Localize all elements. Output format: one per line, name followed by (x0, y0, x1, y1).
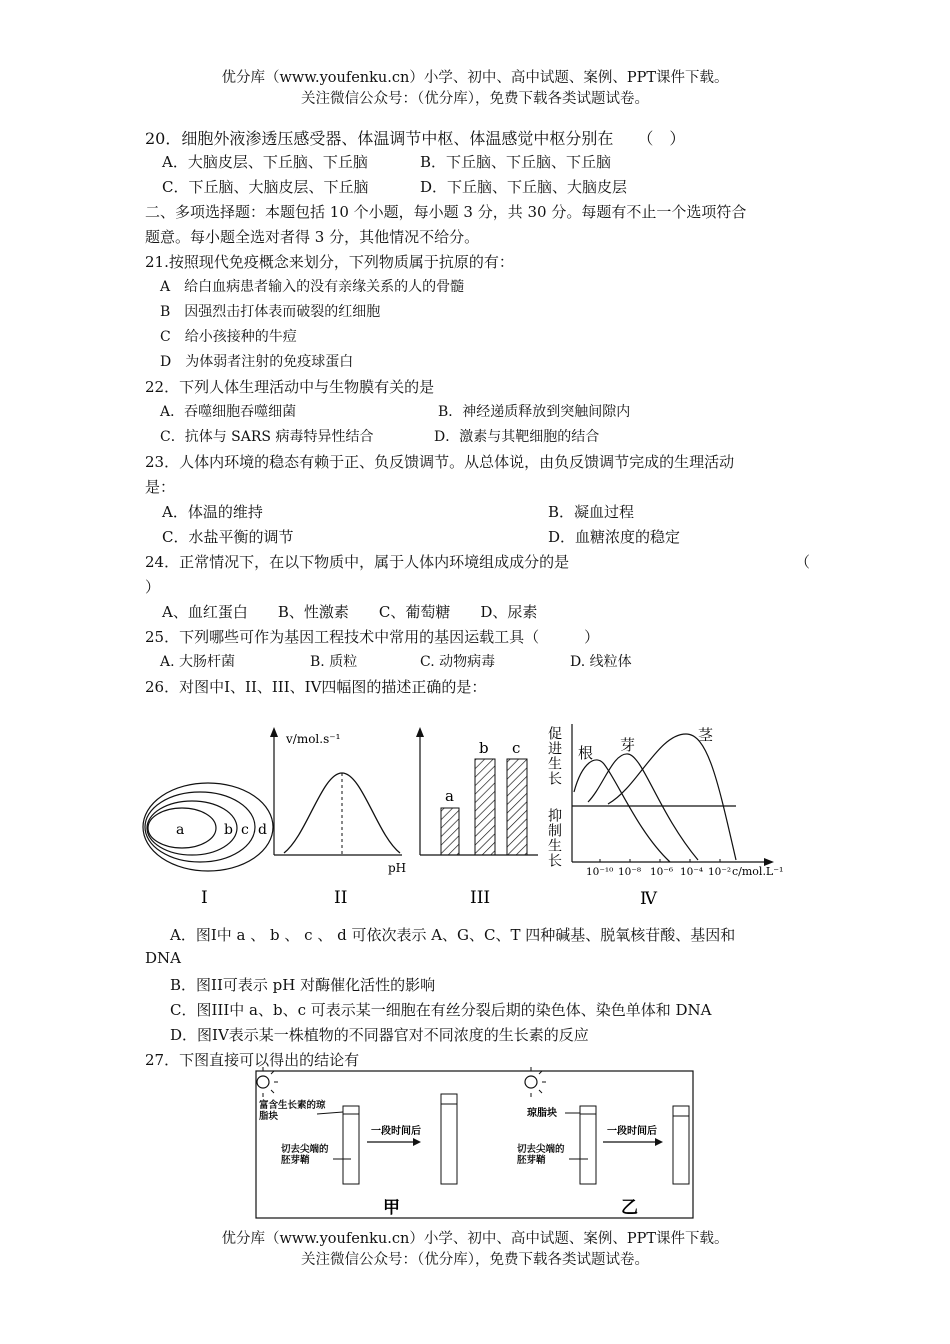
fig3-y-arrow (416, 727, 424, 737)
q27-yi-result-coleoptile (673, 1116, 689, 1184)
q20-stem: 20．细胞外液渗透压感受器、体温调节中枢、体温感觉中枢分别在 （ ） (145, 129, 686, 148)
q27-yi-block-label: 琼脂块 (527, 1108, 557, 1119)
fig4-tick-label-5: 10⁻² (708, 866, 732, 878)
fig2-caption: II (334, 888, 348, 908)
fig3-label-a: a (445, 787, 454, 805)
q27-figure (255, 1070, 695, 1220)
q20-option-b: B．下丘脑、下丘脑、下丘脑 (420, 153, 612, 171)
fig1-ellipse-d (143, 783, 273, 871)
q26-figure-2 (262, 725, 412, 910)
fig4-tick-label-4: 10⁻⁴ (680, 866, 704, 878)
q23-option-b: B．凝血过程 (548, 503, 635, 521)
fig4-caption: Ⅳ (640, 889, 657, 909)
q24-paren-open: （ (795, 553, 811, 571)
q27-yi-result-block (673, 1106, 689, 1116)
q25-option-a: A. 大肠杆菌 (160, 654, 236, 670)
q22-stem: 22．下列人体生理活动中与生物膜有关的是 (145, 378, 435, 396)
q21-stem: 21.按照现代免疫概念来划分，下列物质属于抗原的有： (145, 253, 514, 271)
q27-yi-seedling-label: 切去尖端的胚芽鞘 (517, 1144, 565, 1166)
header-line-1: 优分库（www.youfenku.cn）小学、初中、高中试题、案例、PPT课件下载。 (221, 70, 729, 86)
fig4-stem-label: 茎 (698, 726, 714, 744)
fig4-bud-label: 芽 (620, 736, 636, 754)
q20-option-c: C．下丘脑、大脑皮层、下丘脑 (162, 178, 369, 196)
q27-yi-label: 乙 (621, 1198, 638, 1218)
fig1-ellipse-c (145, 792, 255, 862)
fig2-ylabel: v/mol.s⁻¹ (286, 732, 341, 746)
q27-jia-result-coleoptile (441, 1104, 457, 1184)
fig1-label-b: b (224, 822, 233, 838)
footer-line-1: 优分库（www.youfenku.cn）小学、初中、高中试题、案例、PPT课件下载。 (221, 1231, 729, 1247)
q21-option-d: D 为体弱者注射的免疫球蛋白 (160, 354, 354, 370)
q20-option-a: A．大脑皮层、下丘脑、下丘脑 (162, 153, 368, 171)
q20-option-d: D．下丘脑、下丘脑、大脑皮层 (420, 178, 628, 196)
q27-stem: 27．下图直接可以得出的结论有 (145, 1051, 360, 1069)
q25-option-d: D. 线粒体 (570, 654, 632, 670)
q27-jia-seedling-label: 切去尖端的胚芽鞘 (281, 1144, 329, 1166)
q27-jia-arrow-label: 一段时间后 (371, 1126, 421, 1137)
q23-option-c: C．水盐平衡的调节 (162, 528, 294, 546)
q25-option-c: C. 动物病毒 (420, 654, 496, 670)
q26-figure-4 (548, 712, 788, 910)
q26-option-d: D．图IV表示某一株植物的不同器官对不同浓度的生长素的反应 (170, 1026, 589, 1044)
q26-option-b: B．图II可表示 pH 对酶催化活性的影响 (170, 976, 436, 994)
q24-paren-close: ） (145, 578, 161, 596)
fig4-tick-label-2: 10⁻⁸ (618, 866, 642, 878)
q21-option-b: B 因强烈击打体表而破裂的红细胞 (160, 304, 381, 320)
fig4-tick-label-1: 10⁻¹⁰ (586, 866, 614, 878)
q27-jia-label: 甲 (383, 1198, 400, 1218)
q23-option-a: A．体温的维持 (162, 503, 263, 521)
footer-line-2: 关注微信公众号：（优分库），免费下载各类试题试卷。 (301, 1252, 649, 1268)
q21-option-c: C 给小孩接种的牛痘 (160, 329, 297, 345)
fig3-label-b: b (479, 739, 489, 757)
q23-stem-line-1: 23．人体内环境的稳态有赖于正、负反馈调节。从总体说，由负反馈调节完成的生理活动 (145, 453, 735, 471)
fig3-bar-a (441, 808, 459, 855)
section2-line-2: 题意。每小题全选对者得 3 分，其他情况不给分。 (145, 228, 480, 246)
fig4-xlabel: c/mol.L⁻¹ (732, 865, 784, 878)
header-line-2: 关注微信公众号：（优分库），免费下载各类试题试卷。 (301, 91, 649, 107)
q27-yi-agar-block (580, 1106, 596, 1114)
q22-option-b: B．神经递质释放到突触间隙内 (438, 404, 631, 420)
q23-option-d: D．血糖浓度的稳定 (548, 528, 681, 546)
fig2-xlabel: pH (388, 861, 407, 875)
q27-jia-result-block (441, 1094, 457, 1104)
q24-options: A、血红蛋白 B、性激素 C、葡萄糖 D、尿素 (162, 603, 538, 621)
fig3-label-c: c (512, 739, 521, 757)
q27-jia-arrowhead (413, 1138, 421, 1146)
fig3-bar-c (507, 759, 527, 855)
fig4-inhibit-label: 抑制生长 (546, 808, 562, 868)
fig2-y-arrow (270, 727, 278, 737)
q26-option-a-line-1: A．图I中 a 、 b 、 c 、 d 可依次表示 A、G、C、T 四种碱基、脱氧核苷酸、基因和 (170, 926, 736, 944)
fig4-promote-label: 促进生长 (546, 726, 562, 786)
fig1-caption: I (201, 888, 208, 908)
q27-jia-agar-block (343, 1106, 359, 1114)
q22-option-c: C．抗体与 SARS 病毒特异性结合 (160, 429, 374, 445)
fig4-curve-root (574, 760, 670, 862)
fig1-label-a: a (176, 822, 185, 838)
fig1-label-d: d (258, 822, 267, 838)
q25-stem: 25．下列哪些可作为基因工程技术中常用的基因运载工具（ ） (145, 628, 600, 646)
fig4-root-label: 根 (578, 744, 594, 762)
q27-yi-arrowhead (655, 1138, 663, 1146)
q27-yi-arrow-label: 一段时间后 (607, 1126, 657, 1137)
q24-stem: 24．正常情况下，在以下物质中，属于人体内环境组成成分的是 (145, 553, 570, 571)
fig3-bar-b (475, 759, 495, 855)
q26-stem: 26．对图中I、II、III、IV四幅图的描述正确的是： (145, 678, 487, 696)
section2-line-1: 二、多项选择题：本题包括 10 个小题，每小题 3 分，共 30 分。每题有不止一个选项符合 (145, 203, 747, 221)
q27-jia-block-label: 富含生长素的琼脂块 (259, 1100, 326, 1122)
fig4-curve-bud (588, 754, 698, 860)
q25-option-b: B. 质粒 (310, 654, 358, 670)
q21-option-a: A 给白血病患者输入的没有亲缘关系的人的骨髓 (160, 279, 465, 295)
q26-figure-3 (408, 725, 548, 910)
fig4-tick-label-3: 10⁻⁶ (650, 866, 674, 878)
fig3-caption: III (470, 888, 491, 908)
q22-option-d: D．激素与其靶细胞的结合 (434, 429, 600, 445)
q23-stem-line-2: 是： (145, 478, 176, 496)
q26-option-c: C．图III中 a、b、c 可表示某一细胞在有丝分裂后期的染色体、染色单体和 DNA (170, 1001, 712, 1019)
q26-option-a-line-2: DNA (145, 949, 181, 967)
q22-option-a: A．吞噬细胞吞噬细菌 (160, 404, 297, 420)
fig1-label-c: c (241, 822, 249, 838)
